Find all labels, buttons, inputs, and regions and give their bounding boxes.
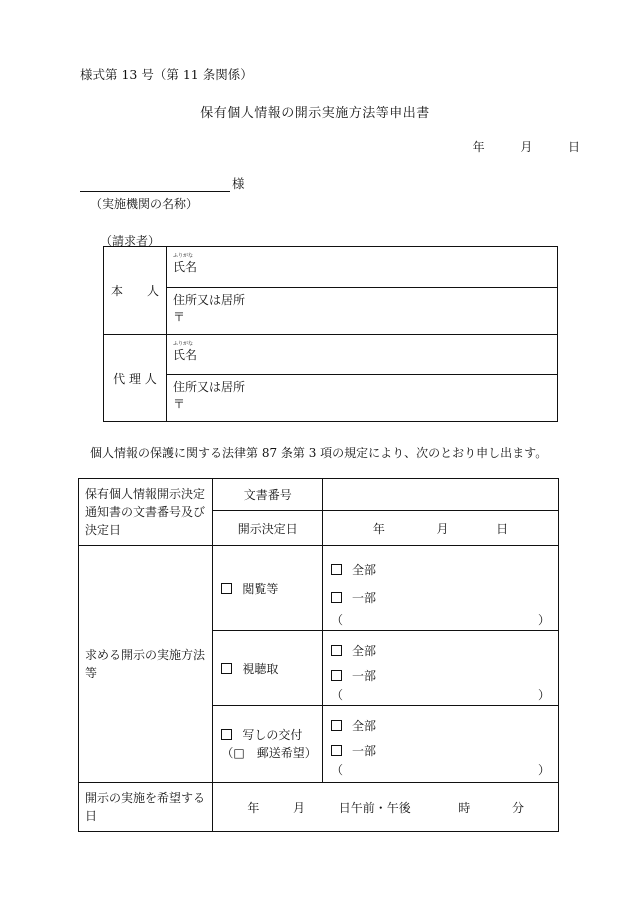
principal-role-cell <box>104 247 167 335</box>
method-option-viewing-cell <box>213 546 323 631</box>
agent-address-label: 住所又は居所 <box>173 380 246 394</box>
listening-all-checkbox[interactable] <box>331 645 342 656</box>
viewing-scope-cell <box>323 546 559 631</box>
date-month: 月 <box>520 140 533 154</box>
method-option-listening-cell <box>213 631 323 706</box>
viewing-all-checkbox[interactable] <box>331 564 342 575</box>
agent-role: 代 理 人 <box>113 371 157 386</box>
decision-label-cell <box>79 479 213 546</box>
decision-month: 月 <box>436 521 449 536</box>
principal-name-ruby: ふりがな <box>173 253 194 259</box>
agent-address-cell[interactable] <box>167 375 558 422</box>
copy-label: 写しの交付 <box>242 728 303 742</box>
agent-role-cell <box>104 335 167 422</box>
copy-scope-cell <box>323 706 559 783</box>
desired-year: 年 <box>247 800 260 815</box>
listening-label: 視聴取 <box>242 661 279 676</box>
application-table <box>78 478 559 832</box>
doc-number-input[interactable] <box>323 479 559 511</box>
form-number: 様式第 13 号（第 11 条関係） <box>80 67 253 82</box>
method-option-copy-cell <box>213 706 323 783</box>
copy-part-label: 一部 <box>352 744 377 758</box>
decision-year: 年 <box>372 521 385 536</box>
desired-date-input[interactable] <box>213 783 559 832</box>
copy-detail-input[interactable]: （ ） <box>331 763 550 777</box>
addressee-label: （実施機関の名称） <box>90 197 199 211</box>
copy-all-label: 全部 <box>352 719 377 733</box>
addressee-suffix: 様 <box>232 176 245 191</box>
decision-day: 日 <box>496 521 509 536</box>
viewing-detail-input[interactable]: （ ） <box>331 613 550 627</box>
statement-text: 個人情報の保護に関する法律第 87 条第 3 項の規定により、次のとおり申し出ます。 <box>90 446 548 460</box>
viewing-checkbox[interactable] <box>221 583 232 594</box>
desired-hour: 時 <box>458 800 471 815</box>
listening-scope-cell <box>323 631 559 706</box>
copy-part-checkbox[interactable] <box>331 745 342 756</box>
requester-table <box>103 246 558 422</box>
listening-detail-input[interactable]: （ ） <box>331 688 550 702</box>
addressee-input-line[interactable] <box>80 176 230 192</box>
page-title: 保有個人情報の開示実施方法等申出書 <box>200 106 430 121</box>
doc-number-label: 文書番号 <box>243 488 292 502</box>
agent-name-label: ふりがな 氏名 <box>173 341 198 362</box>
viewing-part-label: 一部 <box>352 591 377 605</box>
viewing-part-checkbox[interactable] <box>331 592 342 603</box>
method-label-cell <box>79 546 213 783</box>
viewing-all-label: 全部 <box>352 563 377 577</box>
listening-part-label: 一部 <box>352 669 377 683</box>
method-label: 求める開示の実施方法等 <box>85 648 206 680</box>
viewing-label: 閲覧等 <box>242 581 279 596</box>
desired-day-ampm: 日午前・午後 <box>338 800 411 815</box>
date-day: 日 <box>567 140 580 154</box>
date-year: 年 <box>472 140 485 154</box>
doc-number-label-cell <box>213 479 323 511</box>
copy-checkbox[interactable] <box>221 729 232 740</box>
date-header <box>473 138 580 155</box>
decision-date-label: 開示決定日 <box>237 521 298 536</box>
requester-label: （請求者） <box>100 234 161 248</box>
desired-date-label-cell <box>79 783 213 832</box>
agent-postal-mark: 〒 <box>173 397 186 411</box>
principal-role: 本 人 <box>110 284 159 298</box>
decision-date-input[interactable] <box>323 511 559 546</box>
decision-label: 保有個人情報開示決定通知書の文書番号及び決定日 <box>85 487 206 537</box>
desired-minute: 分 <box>512 800 525 815</box>
principal-name-label: ふりがな 氏名 <box>173 253 198 274</box>
copy-mail-request[interactable]: （□ 郵送希望） <box>221 746 317 760</box>
principal-address-cell[interactable] <box>167 288 558 335</box>
listening-all-label: 全部 <box>352 644 377 658</box>
listening-checkbox[interactable] <box>221 663 232 674</box>
principal-name-cell[interactable] <box>167 247 558 288</box>
principal-address-label: 住所又は居所 <box>173 293 246 307</box>
desired-date-label: 開示の実施を希望する日 <box>85 791 206 823</box>
listening-part-checkbox[interactable] <box>331 670 342 681</box>
agent-name-ruby: ふりがな <box>173 341 194 347</box>
principal-postal-mark: 〒 <box>173 310 186 324</box>
desired-month: 月 <box>293 800 306 815</box>
decision-date-label-cell <box>213 511 323 546</box>
agent-name-cell[interactable] <box>167 335 558 375</box>
copy-all-checkbox[interactable] <box>331 720 342 731</box>
